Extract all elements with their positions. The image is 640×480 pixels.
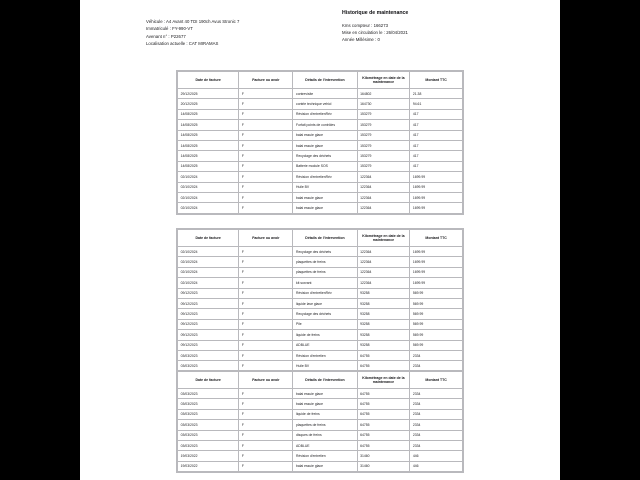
cell-details: liquide de freins: [293, 409, 357, 419]
table-row: [178, 340, 463, 350]
cell-date: 03/03/2023: [178, 389, 239, 399]
vehicle-registration-line: Immatriculé : FY-990-VT: [146, 26, 193, 32]
cell-mileage: 153279: [357, 109, 410, 119]
column-header-invoice-type: Facture ou avoir: [239, 230, 293, 247]
cell-amount: 1699.99: [410, 267, 463, 277]
cell-invoice-type: F: [239, 350, 293, 360]
cell-invoice-type: F: [239, 298, 293, 308]
cell-date: 03/03/2023: [178, 399, 239, 409]
cell-amount: 417: [410, 130, 463, 140]
cell-amount: 569.99: [410, 288, 463, 298]
column-header-details: Détails de l'intervention: [293, 72, 357, 89]
cell-amount: 2334: [410, 430, 463, 440]
table-row: [178, 257, 463, 267]
column-header-amount: Montant TTC: [410, 372, 463, 389]
cell-date: 03/03/2023: [178, 409, 239, 419]
cell-date: 14/08/2025: [178, 120, 239, 130]
table-row: [178, 430, 463, 440]
cell-amount: 2334: [410, 440, 463, 450]
cell-mileage: 164802: [357, 89, 410, 99]
cell-amount: 446: [410, 451, 463, 461]
cell-details: balai essuie glace: [293, 140, 357, 150]
cell-mileage: 122364: [357, 278, 410, 288]
vehicle-avenant-line: Avenant n° : P22677: [146, 33, 186, 39]
cell-mileage: 122364: [357, 182, 410, 192]
cell-mileage: 153279: [357, 120, 410, 130]
column-header-amount: Montant TTC: [410, 72, 463, 89]
cell-date: 02/10/2024: [178, 203, 239, 213]
cell-date: 02/10/2024: [178, 182, 239, 192]
maintenance-table: [177, 71, 463, 214]
cell-details: balai essuie glace: [293, 203, 357, 213]
page-header: [80, 0, 560, 62]
cell-mileage: 122364: [357, 192, 410, 202]
cell-details: Révision d'entretienRév: [293, 172, 357, 182]
cell-amount: 1699.99: [410, 172, 463, 182]
cell-details: balai essuie glace: [293, 192, 357, 202]
vehicle-location-line: Localisation actuelle : CAT MIRAMAS: [146, 40, 219, 46]
cell-invoice-type: F: [239, 361, 293, 371]
cell-mileage: 31460: [357, 451, 410, 461]
cell-invoice-type: F: [239, 203, 293, 213]
column-header-date: Date de facture: [178, 372, 239, 389]
cell-invoice-type: F: [239, 278, 293, 288]
cell-date: 09/12/2023: [178, 319, 239, 329]
cell-mileage: 64755: [357, 430, 410, 440]
table-body: [178, 247, 463, 372]
cell-date: 02/10/2024: [178, 278, 239, 288]
cell-invoice-type: F: [239, 172, 293, 182]
cell-mileage: 122364: [357, 247, 410, 257]
table-row: [178, 350, 463, 360]
cell-date: 20/12/2025: [178, 99, 239, 109]
cell-date: 03/03/2023: [178, 350, 239, 360]
column-header-mileage: Kilométrage en date de la maintenance: [357, 72, 410, 89]
cell-amount: 417: [410, 120, 463, 130]
cell-date: 09/12/2023: [178, 288, 239, 298]
cell-details: Huile BV: [293, 361, 357, 371]
cell-amount: 569.99: [410, 340, 463, 350]
table-row: [178, 109, 463, 119]
cell-mileage: 122364: [357, 267, 410, 277]
first-registration-line: Mise en circulation le : 26/04/2021: [342, 29, 408, 35]
table-row: [178, 399, 463, 409]
cell-invoice-type: F: [239, 330, 293, 340]
cell-invoice-type: F: [239, 120, 293, 130]
cell-date: 03/03/2023: [178, 430, 239, 440]
odometer-line: Kms compteur : 166273: [342, 22, 389, 28]
cell-date: 09/12/2023: [178, 309, 239, 319]
cell-details: balai essuie glace: [293, 399, 357, 409]
cell-amount: 2334: [410, 420, 463, 430]
table-row: [178, 288, 463, 298]
vehicle-model-line: Véhicule : A4 Avant 40 TDI 190ch Avus Stronic 7: [146, 19, 240, 24]
column-header-invoice-type: Facture ou avoir: [239, 72, 293, 89]
cell-amount: 2334: [410, 399, 463, 409]
cell-amount: 94.61: [410, 99, 463, 109]
maintenance-table-block-3: [176, 370, 464, 473]
cell-mileage: 164730: [357, 99, 410, 109]
cell-mileage: 93258: [357, 319, 410, 329]
cell-details: Batterie module SOS: [293, 161, 357, 171]
cell-date: 03/03/2023: [178, 440, 239, 450]
table-row: [178, 151, 463, 161]
table-body: [178, 389, 463, 472]
table-row: [178, 89, 463, 99]
table-row: [178, 440, 463, 450]
column-header-details: Détails de l'intervention: [293, 230, 357, 247]
cell-invoice-type: F: [239, 420, 293, 430]
cell-details: plaquettes de freins: [293, 257, 357, 267]
cell-details: liquide de freins: [293, 330, 357, 340]
cell-amount: 1699.99: [410, 192, 463, 202]
cell-mileage: 64755: [357, 440, 410, 450]
cell-amount: 417: [410, 140, 463, 150]
cell-invoice-type: F: [239, 409, 293, 419]
cell-amount: 569.99: [410, 298, 463, 308]
cell-invoice-type: F: [239, 267, 293, 277]
table-row: [178, 278, 463, 288]
cell-mileage: 93258: [357, 340, 410, 350]
cell-invoice-type: F: [239, 192, 293, 202]
cell-invoice-type: F: [239, 109, 293, 119]
cell-date: 29/12/2025: [178, 89, 239, 99]
cell-mileage: 122364: [357, 203, 410, 213]
cell-date: 14/08/2025: [178, 109, 239, 119]
cell-mileage: 64755: [357, 420, 410, 430]
cell-date: 19/03/2022: [178, 451, 239, 461]
cell-date: 02/10/2024: [178, 257, 239, 267]
cell-invoice-type: F: [239, 399, 293, 409]
cell-amount: 569.99: [410, 319, 463, 329]
cell-invoice-type: F: [239, 440, 293, 450]
cell-date: 14/08/2025: [178, 130, 239, 140]
maintenance-table: [177, 371, 463, 472]
cell-amount: 1699.99: [410, 203, 463, 213]
cell-details: Recyclage des déchets: [293, 247, 357, 257]
table-row: [178, 130, 463, 140]
cell-details: balai essuie glace: [293, 130, 357, 140]
cell-date: 02/10/2024: [178, 267, 239, 277]
column-header-date: Date de facture: [178, 230, 239, 247]
table-row: [178, 161, 463, 171]
cell-amount: 2334: [410, 409, 463, 419]
table-row: [178, 99, 463, 109]
cell-invoice-type: F: [239, 130, 293, 140]
cell-date: 14/08/2025: [178, 151, 239, 161]
cell-invoice-type: F: [239, 288, 293, 298]
cell-details: contrevisite: [293, 89, 357, 99]
cell-details: plaquettes de freins: [293, 267, 357, 277]
cell-details: Forfait points de contrôles: [293, 120, 357, 130]
cell-date: 09/12/2023: [178, 330, 239, 340]
cell-invoice-type: F: [239, 309, 293, 319]
cell-details: Huile BV: [293, 182, 357, 192]
cell-mileage: 153279: [357, 151, 410, 161]
cell-invoice-type: F: [239, 161, 293, 171]
cell-details: balai essuie glace: [293, 461, 357, 471]
cell-mileage: 64755: [357, 350, 410, 360]
cell-details: ADBLUE: [293, 440, 357, 450]
maintenance-table-block-2: [176, 228, 464, 373]
cell-mileage: 153279: [357, 130, 410, 140]
cell-mileage: 93258: [357, 309, 410, 319]
cell-invoice-type: F: [239, 451, 293, 461]
cell-details: ADBLUE: [293, 340, 357, 350]
column-header-details: Détails de l'intervention: [293, 372, 357, 389]
cell-mileage: 93258: [357, 330, 410, 340]
table-row: [178, 389, 463, 399]
cell-date: 14/08/2025: [178, 140, 239, 150]
maintenance-table-block-1: [176, 70, 464, 215]
cell-amount: 417: [410, 161, 463, 171]
table-row: [178, 461, 463, 471]
table-row: [178, 267, 463, 277]
cell-amount: 417: [410, 109, 463, 119]
cell-invoice-type: F: [239, 182, 293, 192]
cell-mileage: 122364: [357, 172, 410, 182]
cell-amount: 1699.99: [410, 278, 463, 288]
cell-amount: 417: [410, 151, 463, 161]
cell-date: 03/03/2023: [178, 420, 239, 430]
table-row: [178, 420, 463, 430]
table-row: [178, 409, 463, 419]
cell-invoice-type: F: [239, 430, 293, 440]
cell-mileage: 93258: [357, 288, 410, 298]
cell-invoice-type: F: [239, 99, 293, 109]
document-page: [80, 0, 560, 480]
cell-mileage: 93258: [357, 298, 410, 308]
cell-mileage: 153279: [357, 161, 410, 171]
cell-amount: 21.38: [410, 89, 463, 99]
cell-details: contrle technique vehicl: [293, 99, 357, 109]
cell-invoice-type: F: [239, 89, 293, 99]
table-row: [178, 309, 463, 319]
table-row: [178, 298, 463, 308]
table-row: [178, 319, 463, 329]
cell-invoice-type: F: [239, 247, 293, 257]
cell-details: liquide lave glace: [293, 298, 357, 308]
cell-amount: 569.99: [410, 330, 463, 340]
cell-date: 03/03/2023: [178, 361, 239, 371]
table-row: [178, 330, 463, 340]
cell-amount: 569.99: [410, 309, 463, 319]
cell-invoice-type: F: [239, 151, 293, 161]
cell-amount: 2334: [410, 361, 463, 371]
cell-invoice-type: F: [239, 319, 293, 329]
cell-amount: 446: [410, 461, 463, 471]
column-header-amount: Montant TTC: [410, 230, 463, 247]
cell-mileage: 64755: [357, 361, 410, 371]
table-header-row: [178, 230, 463, 247]
cell-details: Révision d'entretien: [293, 451, 357, 461]
cell-invoice-type: F: [239, 461, 293, 471]
table-row: [178, 451, 463, 461]
history-info-block: [342, 9, 532, 43]
cell-date: 19/03/2022: [178, 461, 239, 471]
cell-amount: 1699.99: [410, 257, 463, 267]
vehicle-info-block: [146, 18, 346, 47]
cell-details: Révision d'entretienRév: [293, 109, 357, 119]
table-row: [178, 247, 463, 257]
cell-mileage: 122364: [357, 257, 410, 267]
cell-invoice-type: F: [239, 257, 293, 267]
cell-details: balai essuie glace: [293, 389, 357, 399]
cell-date: 14/08/2025: [178, 161, 239, 171]
cell-details: kit soxrant: [293, 278, 357, 288]
cell-mileage: 64755: [357, 389, 410, 399]
table-row: [178, 192, 463, 202]
cell-invoice-type: F: [239, 140, 293, 150]
column-header-mileage: Kilométrage en date de la maintenance: [357, 230, 410, 247]
cell-details: Recyclage des déchets: [293, 309, 357, 319]
table-row: [178, 203, 463, 213]
column-header-invoice-type: Facture ou avoir: [239, 372, 293, 389]
cell-date: 09/12/2023: [178, 340, 239, 350]
cell-mileage: 31460: [357, 461, 410, 471]
column-header-date: Date de facture: [178, 72, 239, 89]
cell-date: 09/12/2023: [178, 298, 239, 308]
maintenance-table: [177, 229, 463, 372]
cell-invoice-type: F: [239, 389, 293, 399]
cell-mileage: 64755: [357, 409, 410, 419]
cell-details: plaquettes de freins: [293, 420, 357, 430]
table-row: [178, 172, 463, 182]
cell-amount: 1699.99: [410, 247, 463, 257]
table-header-row: [178, 72, 463, 89]
cell-date: 02/10/2024: [178, 247, 239, 257]
column-header-mileage: Kilométrage en date de la maintenance: [357, 372, 410, 389]
model-year-line: Année Millésime : 0: [342, 37, 380, 43]
table-row: [178, 120, 463, 130]
cell-date: 02/10/2024: [178, 192, 239, 202]
cell-details: disques de freins: [293, 430, 357, 440]
cell-mileage: 153279: [357, 140, 410, 150]
cell-amount: 2334: [410, 389, 463, 399]
cell-details: Pile: [293, 319, 357, 329]
cell-date: 02/10/2024: [178, 172, 239, 182]
cell-details: Révision d'entretien: [293, 350, 357, 360]
page-title: Historique de maintenance: [342, 10, 409, 16]
table-row: [178, 140, 463, 150]
cell-mileage: 64755: [357, 399, 410, 409]
cell-details: Recyclage des déchets: [293, 151, 357, 161]
table-header-row: [178, 372, 463, 389]
cell-amount: 1699.99: [410, 182, 463, 192]
table-body: [178, 89, 463, 214]
cell-amount: 2334: [410, 350, 463, 360]
cell-invoice-type: F: [239, 340, 293, 350]
cell-details: Révision d'entretienRév: [293, 288, 357, 298]
table-row: [178, 182, 463, 192]
